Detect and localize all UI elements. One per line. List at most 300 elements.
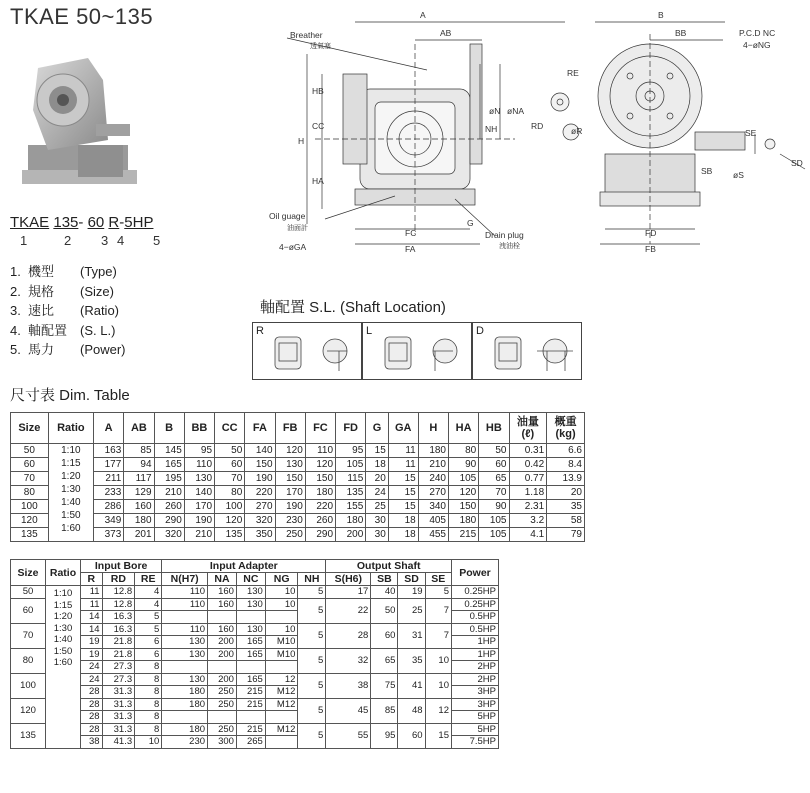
- table-cell: 8: [135, 711, 162, 724]
- table-cell: 240: [418, 472, 448, 486]
- table-cell: 5: [298, 698, 326, 723]
- legend-zh: 馬力: [28, 342, 55, 357]
- table-cell: 4.1: [509, 528, 547, 542]
- table-cell: 215: [236, 698, 265, 711]
- table-row: [11, 623, 499, 636]
- table-cell: 18: [388, 514, 418, 528]
- table-cell: 22: [326, 598, 371, 623]
- table-cell: 130: [184, 472, 214, 486]
- page-title: TKAE 50~135: [10, 4, 154, 29]
- table-cell: 10: [265, 598, 298, 611]
- table-cell: 180: [418, 444, 448, 458]
- table-cell: 2.31: [509, 500, 547, 514]
- table-cell: 135: [336, 486, 366, 500]
- table-cell: 120: [449, 486, 479, 500]
- dim-label: FB: [645, 244, 656, 254]
- legend-number: 3.: [10, 303, 21, 318]
- shaft-location-title: 軸配置 S.L. (Shaft Location): [260, 299, 446, 316]
- table-cell: 250: [208, 686, 237, 699]
- table-cell: 129: [124, 486, 154, 500]
- table-cell: 70: [11, 472, 49, 486]
- table-cell: 190: [184, 514, 214, 528]
- table-cell: 130: [236, 598, 265, 611]
- table-cell: 165: [236, 636, 265, 649]
- table-cell: 4: [135, 586, 162, 599]
- legend-item: [10, 340, 126, 360]
- table-cell: 290: [154, 514, 184, 528]
- size-cell: 60: [11, 598, 46, 623]
- power-cell: 0.5HP: [452, 623, 499, 636]
- table-cell: 10: [265, 586, 298, 599]
- table-cell: 145: [154, 444, 184, 458]
- legend-zh: 速比: [28, 303, 55, 318]
- table-cell: 10: [135, 736, 162, 749]
- table-cell: [265, 711, 298, 724]
- size-cell: 80: [11, 648, 46, 673]
- table-cell: 60: [371, 623, 398, 648]
- table-cell: 38: [81, 736, 103, 749]
- power-cell: 5HP: [452, 723, 499, 736]
- table-cell: 58: [547, 514, 585, 528]
- table-cell: 55: [326, 723, 371, 748]
- table-row: [11, 598, 499, 611]
- table-cell: 11: [81, 598, 103, 611]
- table-cell: 5: [298, 648, 326, 673]
- table-cell: [265, 611, 298, 624]
- table-cell: 180: [124, 514, 154, 528]
- table-cell: 220: [245, 486, 275, 500]
- table-cell: 10: [425, 648, 451, 673]
- table-cell: 220: [305, 500, 335, 514]
- table-cell: 24: [81, 661, 103, 674]
- table-cell: 80: [215, 486, 245, 500]
- table-cell: 12.8: [102, 586, 135, 599]
- table-cell: 31.3: [102, 686, 135, 699]
- table-cell: 270: [418, 486, 448, 500]
- table-row: [11, 723, 499, 736]
- table-cell: 180: [162, 698, 208, 711]
- col-header: HB: [479, 413, 509, 444]
- table-cell: 7: [425, 623, 451, 648]
- table-cell: 35: [398, 648, 425, 673]
- table-cell: 105: [479, 514, 509, 528]
- table-cell: 27.3: [102, 673, 135, 686]
- col-header: Size: [11, 560, 46, 586]
- table-cell: 215: [236, 723, 265, 736]
- col-header: Ratio: [48, 413, 93, 444]
- table-cell: 6.6: [547, 444, 585, 458]
- size-cell: 135: [11, 723, 46, 748]
- table-cell: 250: [208, 698, 237, 711]
- table-cell: M12: [265, 698, 298, 711]
- table-row: [11, 472, 585, 486]
- table-cell: 24: [366, 486, 388, 500]
- table-cell: 94: [124, 458, 154, 472]
- dim-label: 4−øGA: [279, 242, 307, 252]
- power-cell: 1HP: [452, 648, 499, 661]
- col-header: FA: [245, 413, 275, 444]
- table-cell: 28: [326, 623, 371, 648]
- ratio-value: 1:20: [61, 471, 81, 482]
- table-cell: 130: [236, 623, 265, 636]
- table-cell: 0.42: [509, 458, 547, 472]
- table-cell: 233: [94, 486, 124, 500]
- model-size: 135: [53, 214, 79, 231]
- table-row: [11, 528, 585, 542]
- dim-label: SB: [701, 166, 713, 176]
- table-cell: 6: [135, 648, 162, 661]
- table-cell: 90: [449, 458, 479, 472]
- ratio-value: 1:20: [53, 611, 73, 622]
- table-cell: 250: [275, 528, 305, 542]
- table-cell: 130: [162, 636, 208, 649]
- dim-label: FC: [405, 228, 417, 238]
- drain-plug-label: Drain plug: [485, 230, 524, 240]
- table-cell: 28: [81, 723, 103, 736]
- col-header: NH: [298, 573, 326, 586]
- table-cell: 25: [366, 500, 388, 514]
- col-header: SD: [398, 573, 425, 586]
- ratio-value: 1:15: [53, 599, 73, 611]
- table-cell: 1.18: [509, 486, 547, 500]
- shaft-location-r-icon: [253, 323, 361, 379]
- col-header: SB: [371, 573, 398, 586]
- table-cell: 13.9: [547, 472, 585, 486]
- table-cell: 28: [81, 698, 103, 711]
- dimension-drawing: [255, 4, 807, 260]
- table-cell: 50: [215, 444, 245, 458]
- table-cell: 70: [215, 472, 245, 486]
- table-cell: 170: [275, 486, 305, 500]
- col-header: NA: [208, 573, 237, 586]
- ratio-value: 1:50: [61, 510, 81, 521]
- table-cell: 200: [208, 673, 237, 686]
- table-cell: 60: [215, 458, 245, 472]
- table-cell: 6: [135, 636, 162, 649]
- table-cell: 38: [326, 673, 371, 698]
- table-cell: 27.3: [102, 661, 135, 674]
- table-cell: 31.3: [102, 711, 135, 724]
- dim-label: 4−øNG: [743, 40, 771, 50]
- table-cell: 19: [81, 636, 103, 649]
- table-cell: 28: [81, 686, 103, 699]
- table-cell: 35: [547, 500, 585, 514]
- code-legend: [10, 262, 126, 360]
- shaft-location-d: [472, 322, 582, 380]
- dim-label: AB: [440, 28, 452, 38]
- table-cell: 21.8: [102, 636, 135, 649]
- col-header: NC: [236, 573, 265, 586]
- col-header: NG: [265, 573, 298, 586]
- col-header: RD: [102, 573, 135, 586]
- col-header: FB: [275, 413, 305, 444]
- table-cell: 80: [449, 444, 479, 458]
- code-number: 2: [64, 233, 72, 248]
- table-cell: 155: [336, 500, 366, 514]
- table-cell: 130: [236, 586, 265, 599]
- table-cell: 15: [388, 472, 418, 486]
- table-cell: 100: [215, 500, 245, 514]
- power-cell: 3HP: [452, 686, 499, 699]
- col-header: AB: [124, 413, 154, 444]
- code-number: 4: [117, 233, 125, 248]
- legend-item: [10, 282, 126, 302]
- dim-label: G: [467, 218, 474, 228]
- table-cell: [265, 661, 298, 674]
- table-cell: [265, 736, 298, 749]
- gearbox-photo: [18, 50, 143, 200]
- table-row: [11, 444, 585, 458]
- table-row: [11, 648, 499, 661]
- table-cell: 90: [479, 500, 509, 514]
- table-cell: 0.31: [509, 444, 547, 458]
- table-cell: 5: [298, 598, 326, 623]
- table-cell: 19: [81, 648, 103, 661]
- dim-label: FA: [405, 244, 416, 254]
- table-cell: 260: [305, 514, 335, 528]
- table-cell: 260: [154, 500, 184, 514]
- table-cell: 300: [208, 736, 237, 749]
- table-cell: 200: [336, 528, 366, 542]
- table-cell: 8: [135, 673, 162, 686]
- legend-en: (Type): [80, 264, 117, 279]
- table-cell: 105: [479, 528, 509, 542]
- table-cell: 110: [184, 458, 214, 472]
- table-header-row: [11, 413, 585, 444]
- table-cell: 20: [366, 472, 388, 486]
- table-cell: 150: [449, 500, 479, 514]
- col-header: Ratio: [46, 560, 81, 586]
- col-header: G: [366, 413, 388, 444]
- table-subheader-row: [11, 573, 499, 586]
- table-cell: 210: [418, 458, 448, 472]
- power-cell: 3HP: [452, 698, 499, 711]
- table-cell: 140: [184, 486, 214, 500]
- dim-label: P.C.D NC: [739, 28, 776, 38]
- col-header: Power: [452, 560, 499, 586]
- dim-label: SD: [791, 158, 803, 168]
- ratio-value: 1:10: [53, 588, 73, 599]
- table-cell: 211: [94, 472, 124, 486]
- table-cell: [208, 611, 237, 624]
- table-row: [11, 698, 499, 711]
- table-cell: 105: [336, 458, 366, 472]
- table-cell: M12: [265, 686, 298, 699]
- table-cell: 10: [425, 673, 451, 698]
- table-cell: 120: [305, 458, 335, 472]
- table-cell: 200: [208, 636, 237, 649]
- table-cell: 8: [135, 661, 162, 674]
- shaft-location-letter: R: [256, 325, 264, 337]
- table-cell: 30: [366, 528, 388, 542]
- code-number: 1: [20, 233, 28, 248]
- dim-label: SE: [745, 128, 757, 138]
- model-dash: -: [119, 214, 125, 231]
- table-cell: 11: [81, 586, 103, 599]
- table-cell: 405: [418, 514, 448, 528]
- power-cell: 7.5HP: [452, 736, 499, 749]
- table-cell: 117: [124, 472, 154, 486]
- dim-label: øS: [733, 170, 744, 180]
- table-cell: 215: [449, 528, 479, 542]
- drain-plug-zh-label: 洩油栓: [499, 243, 520, 250]
- ratio-value: 1:60: [53, 657, 73, 668]
- table-cell: 5: [298, 673, 326, 698]
- col-header: Size: [11, 413, 49, 444]
- table-cell: 140: [245, 444, 275, 458]
- table-cell: [162, 661, 208, 674]
- table-header-row: [11, 560, 499, 573]
- col-header: H: [418, 413, 448, 444]
- table-cell: 150: [305, 472, 335, 486]
- table-cell: 115: [336, 472, 366, 486]
- dim-table-title: 尺寸表 Dim. Table: [10, 387, 130, 404]
- ratio-value: 1:40: [53, 634, 73, 645]
- shaft-location-l-icon: [363, 323, 471, 379]
- table-cell: 5: [135, 611, 162, 624]
- table-cell: 195: [154, 472, 184, 486]
- power-cell: 5HP: [452, 711, 499, 724]
- dim-label: BB: [675, 28, 687, 38]
- table-cell: 45: [326, 698, 371, 723]
- table-row: [11, 500, 585, 514]
- table-cell: 170: [184, 500, 214, 514]
- table-cell: 190: [275, 500, 305, 514]
- col-header: B: [154, 413, 184, 444]
- table-cell: 180: [336, 514, 366, 528]
- table-cell: 95: [336, 444, 366, 458]
- legend-number: 2.: [10, 283, 21, 299]
- table-cell: 165: [154, 458, 184, 472]
- table-cell: 12.8: [102, 598, 135, 611]
- table-cell: 8.4: [547, 458, 585, 472]
- shaft-location-letter: L: [366, 325, 373, 337]
- table-row: [11, 514, 585, 528]
- model-dash: -: [78, 214, 84, 231]
- front-view: [287, 22, 565, 244]
- table-cell: 50: [371, 598, 398, 623]
- power-cell: 0.25HP: [452, 586, 499, 599]
- table-cell: 12: [265, 673, 298, 686]
- table-cell: 180: [162, 686, 208, 699]
- table-cell: 130: [162, 673, 208, 686]
- table-cell: 165: [236, 648, 265, 661]
- power-cell: 0.25HP: [452, 598, 499, 611]
- col-header: FC: [305, 413, 335, 444]
- table-cell: 201: [124, 528, 154, 542]
- breather-zh-label: 透氣塞: [310, 43, 331, 50]
- table-cell: 120: [11, 514, 49, 528]
- col-header: RE: [135, 573, 162, 586]
- legend-number: 1.: [10, 264, 21, 279]
- dim-table: [10, 412, 585, 542]
- dim-label: FD: [645, 228, 657, 238]
- table-cell: 17: [326, 586, 371, 599]
- table-cell: 8: [135, 686, 162, 699]
- table-cell: M12: [265, 723, 298, 736]
- table-cell: 120: [275, 444, 305, 458]
- table-cell: 8: [135, 698, 162, 711]
- table-cell: [236, 661, 265, 674]
- dim-label: HA: [312, 176, 324, 186]
- table-cell: 15: [388, 500, 418, 514]
- table-cell: 230: [275, 514, 305, 528]
- legend-item: [10, 262, 126, 282]
- model-code: [10, 214, 153, 231]
- power-cell: 1HP: [452, 636, 499, 649]
- dim-label: CC: [312, 121, 325, 131]
- ratio-value: 1:10: [61, 445, 81, 456]
- table-cell: 11: [388, 458, 418, 472]
- table-cell: 7: [425, 598, 451, 623]
- table-cell: 50: [11, 444, 49, 458]
- ratio-value: 1:60: [61, 523, 81, 534]
- power-cell: 2HP: [452, 661, 499, 674]
- dim-label: øR: [571, 126, 583, 136]
- legend-number: 5.: [10, 342, 21, 357]
- table-cell: 60: [479, 458, 509, 472]
- table-cell: [162, 711, 208, 724]
- legend-zh: 軸配置: [28, 322, 68, 338]
- table-cell: 5: [298, 723, 326, 748]
- table-cell: 215: [236, 686, 265, 699]
- table-cell: 160: [208, 598, 237, 611]
- table-cell: 373: [94, 528, 124, 542]
- ratio-value: 1:15: [61, 458, 81, 469]
- table-cell: 5: [135, 623, 162, 636]
- table-cell: 105: [449, 472, 479, 486]
- dim-label: RD: [531, 121, 544, 131]
- shaft-location-letter: D: [476, 325, 484, 337]
- col-header: R: [81, 573, 103, 586]
- table-cell: 75: [371, 673, 398, 698]
- table-cell: 19: [398, 586, 425, 599]
- breather-label: Breather: [290, 30, 323, 40]
- table-cell: 24: [81, 673, 103, 686]
- table-cell: 65: [479, 472, 509, 486]
- table-cell: 340: [418, 500, 448, 514]
- ratio-value: 1:30: [53, 622, 73, 634]
- code-number: 5: [153, 233, 161, 248]
- size-cell: 100: [11, 673, 46, 698]
- table-cell: 14: [81, 623, 103, 636]
- table-cell: 230: [162, 736, 208, 749]
- table-cell: 290: [305, 528, 335, 542]
- model-power: 5HP: [124, 214, 154, 231]
- table-cell: 15: [366, 444, 388, 458]
- col-header: GA: [388, 413, 418, 444]
- power-cell: 2HP: [452, 673, 499, 686]
- col-header: CC: [215, 413, 245, 444]
- table-cell: 210: [184, 528, 214, 542]
- table-cell: [162, 611, 208, 624]
- table-cell: 10: [265, 623, 298, 636]
- table-cell: 180: [305, 486, 335, 500]
- size-cell: 120: [11, 698, 46, 723]
- table-cell: 120: [215, 514, 245, 528]
- dim-label: RE: [567, 68, 579, 78]
- table-cell: M10: [265, 636, 298, 649]
- table-cell: 160: [208, 623, 237, 636]
- table-cell: 286: [94, 500, 124, 514]
- table-cell: [208, 711, 237, 724]
- col-header: 油量 (ℓ): [509, 413, 547, 444]
- table-cell: 177: [94, 458, 124, 472]
- legend-number: 4.: [10, 322, 21, 338]
- table-cell: 135: [215, 528, 245, 542]
- table-cell: 110: [162, 623, 208, 636]
- oil-gauge-zh-label: 油面計: [287, 225, 308, 232]
